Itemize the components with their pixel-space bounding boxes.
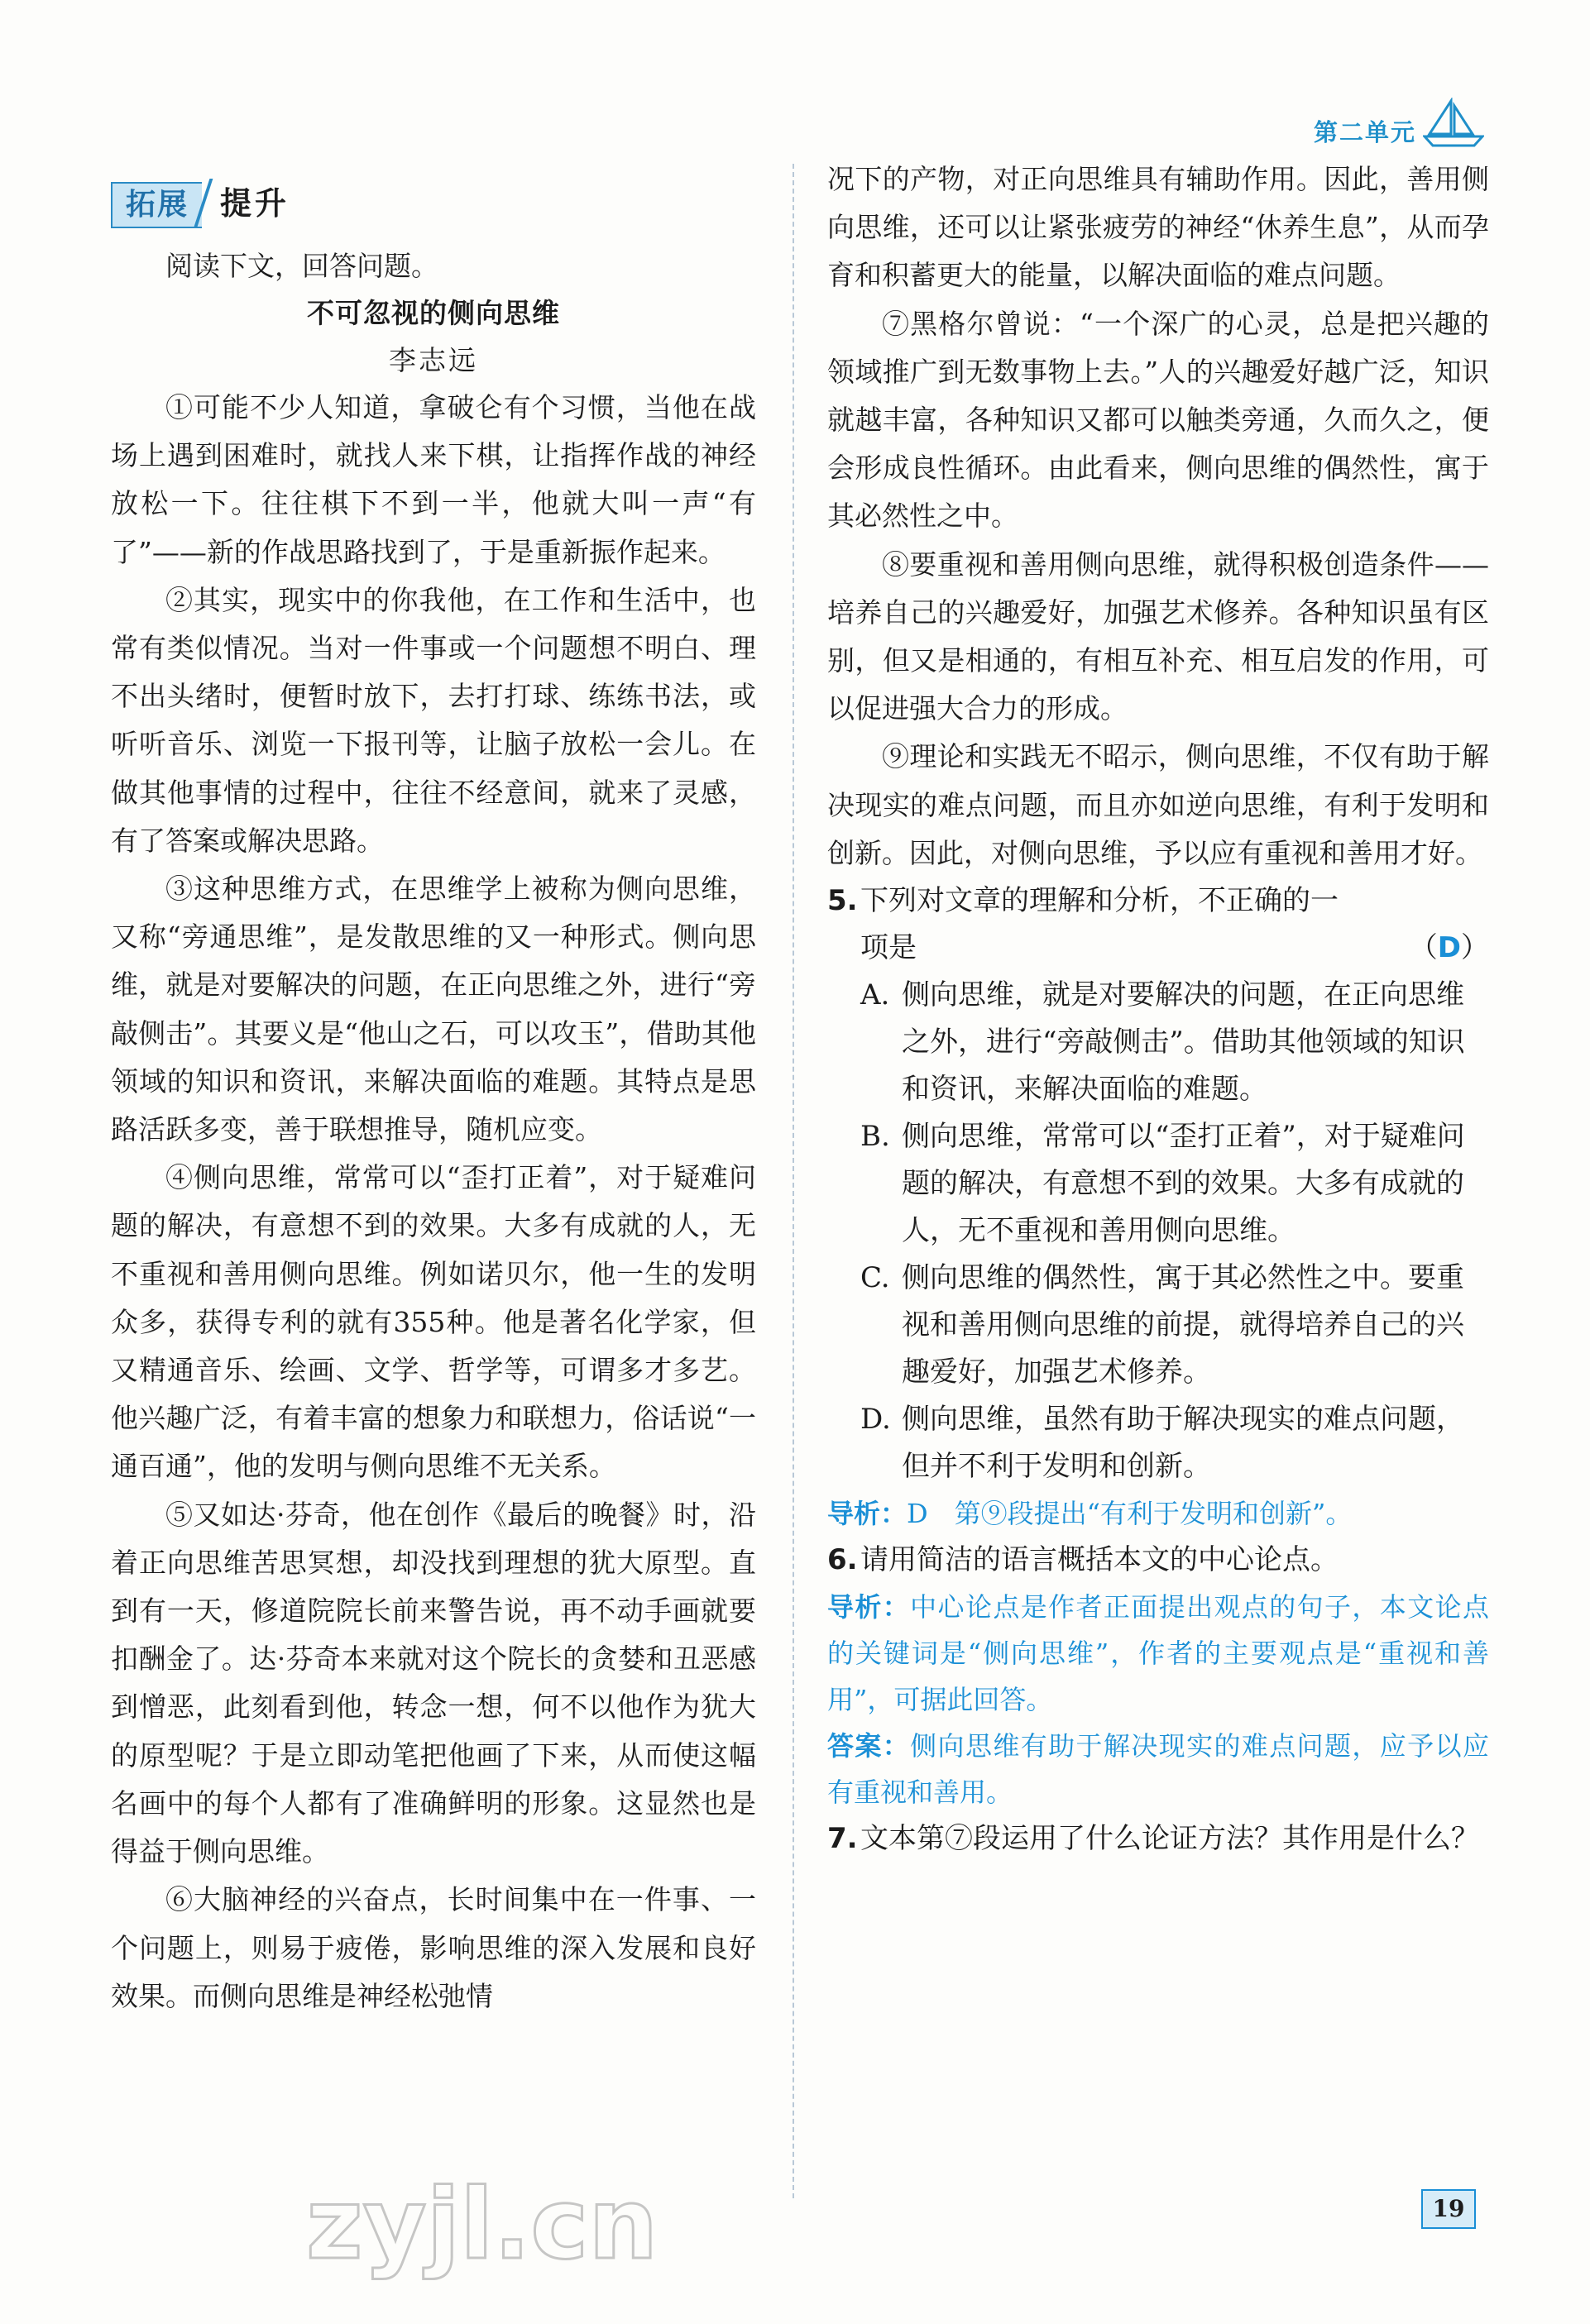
question-7 bbox=[827, 1815, 1489, 1863]
option-d-label: D. bbox=[860, 1403, 891, 1437]
question-6-answer bbox=[827, 1723, 1489, 1815]
column-divider bbox=[793, 164, 794, 2198]
article-paragraph-3: ③这种思维方式，在思维学上被称为侧向思维，又称“旁通思维”，是发散思维的又一种形式。侧向思维，就是对要解决的问题，在正向思维之外，进行“旁敲侧击”。其要义是“他山之石，可以攻玉”，借助其他领域的知识和资讯，来解决面临的难题。其特点是思路活跃多变，善于联想推导，随机应变。 bbox=[111, 873, 756, 1146]
article-paragraph-5: ⑤又如达·芬奇，他在创作《最后的晚餐》时，沿着正向思维苦思冥想，却没找到理想的犹大原型。直到有一天，修道院院长前来警告说，再不动手画就要扣酬金了。达·芬奇本来就对这个院长的贪婪和丑恶感到憎恶，此刻看到他，转念一想，何不以他作为犹大的原型呢？于是立即动笔把他画了下来，从而使这幅名画中的每个人都有了准确鲜明的形象。这显然也是得益于侧向思维。 bbox=[111, 1498, 756, 1868]
analysis-text: D 第⑨段提出“有利于发明和创新”。 bbox=[907, 1498, 1353, 1530]
article-paragraph-7: ⑦黑格尔曾说：“一个深广的心灵，总是把兴趣的领域推广到无数事物上去。”人的兴趣爱好越广泛，知识就越丰富，各种知识又都可以触类旁通，久而久之，便会形成良性循环。由此看来，侧向思维的偶然性，寓于其必然性之中。 bbox=[827, 307, 1489, 533]
question-7-number: 7. bbox=[827, 1822, 858, 1856]
answer-label: 答案： bbox=[827, 1730, 911, 1762]
question-5 bbox=[827, 877, 1489, 1537]
article-paragraph-4: ④侧向思维，常常可以“歪打正着”，对于疑难问题的解决，有意想不到的效果。大多有成就的人，无不重视和善用侧向思维。例如诺贝尔，他一生的发明众多，获得专利的就有355种。他是著名化学家，但又精通音乐、绘画、文学、哲学等，可谓多才多艺。他兴趣广泛，有着丰富的想象力和联想力，俗话说“一通百通”，他的发明与侧向思维不无关系。 bbox=[111, 1161, 756, 1483]
section-title: 提升 bbox=[220, 185, 290, 222]
question-5-stem: 下列对文章的理解和分析，不正确的一 bbox=[860, 884, 1339, 918]
option-a-text: 侧向思维，就是对要解决的问题，在正向思维之外，进行“旁敲侧击”。借助其他领域的知识和资讯，来解决面临的难题。 bbox=[902, 978, 1465, 1107]
article-paragraph-6-continued: 况下的产物，对正向思维具有辅助作用。因此，善用侧向思维，还可以让紧张疲劳的神经“休养生息”，从而孕育和积蓄更大的能量，以解决面临的难点问题。 bbox=[827, 163, 1489, 292]
article-paragraph-6: ⑥大脑神经的兴奋点，长时间集中在一件事、一个问题上，则易于疲倦，影响思维的深入发展和良好效果。而侧向思维是神经松弛情 bbox=[111, 1883, 756, 2012]
paren-close: ） bbox=[1461, 931, 1489, 965]
answer-text: 侧向思维有助于解决现实的难点问题，应予以应有重视和善用。 bbox=[827, 1730, 1489, 1809]
option-d-text: 侧向思维，虽然有助于解决现实的难点问题，但并不利于发明和创新。 bbox=[902, 1403, 1464, 1484]
left-column bbox=[111, 165, 756, 2020]
option-b-text: 侧向思维，常常可以“歪打正着”，对于疑难问题的解决，有意想不到的效果。大多有成就的人，无不重视和善用侧向思维。 bbox=[902, 1120, 1465, 1248]
watermark-text: zyjl.cn bbox=[306, 2167, 659, 2281]
option-b bbox=[827, 1113, 1489, 1255]
question-6-analysis bbox=[827, 1584, 1489, 1723]
analysis-label: 导析： bbox=[827, 1591, 911, 1623]
article-author: 李志远 bbox=[389, 344, 478, 376]
question-5-stem-end: 项是 bbox=[860, 931, 917, 965]
question-7-stem: 文本第⑦段运用了什么论证方法？其作用是什么？ bbox=[860, 1822, 1479, 1856]
option-a-label: A. bbox=[860, 978, 890, 1012]
watermark-logo bbox=[298, 2167, 662, 2283]
article-paragraph-9: ⑨理论和实践无不昭示，侧向思维，不仅有助于解决现实的难点问题，而且亦如逆向思维，有利于发明和创新。因此，对侧向思维，予以应有重视和善用才好。 bbox=[827, 740, 1489, 869]
article-title: 不可忽视的侧向思维 bbox=[307, 297, 560, 329]
article-paragraph-2: ②其实，现实中的你我他，在工作和生活中，也常有类似情况。当对一件事或一个问题想不明白、理不出头绪时，便暂时放下，去打打球、练练书法，或听听音乐、浏览一下报刊等，让脑子放松一会儿。在做其他事情的过程中，往往不经意间，就来了灵感，有了答案或解决思路。 bbox=[111, 583, 756, 857]
question-5-analysis bbox=[827, 1490, 1489, 1537]
analysis-text: 中心论点是作者正面提出观点的句子，本文论点的关键词是“侧向思维”，作者的主要观点是“重视和善用”，可据此回答。 bbox=[827, 1591, 1489, 1716]
article-paragraph-8: ⑧要重视和善用侧向思维，就得积极创造条件——培养自己的兴趣爱好，加强艺术修养。各种知识虽有区别，但又是相通的，有相互补充、相互启发的作用，可以促进强大合力的形成。 bbox=[827, 548, 1489, 725]
question-6 bbox=[827, 1537, 1489, 1815]
option-d bbox=[827, 1396, 1489, 1490]
question-5-number: 5. bbox=[827, 884, 858, 918]
article-paragraph-1: ①可能不少人知道，拿破仑有个习惯，当他在战场上遇到困难时，就找人来下棋，让指挥作战的神经放松一下。往往棋下不到一半，他就大叫一声“有了”——新的作战思路找到了，于是重新振作起来。 bbox=[111, 391, 756, 568]
unit-header: 第二单元 bbox=[1313, 118, 1416, 146]
analysis-label: 导析： bbox=[827, 1498, 908, 1530]
answer-bracket bbox=[1410, 925, 1489, 972]
paren-open: （ bbox=[1409, 931, 1438, 965]
section-tag: 拓展 bbox=[111, 182, 202, 228]
option-c-label: C. bbox=[860, 1261, 890, 1295]
page-number: 19 bbox=[1421, 2189, 1476, 2229]
sailboat-icon bbox=[1423, 98, 1484, 149]
reading-instruction: 阅读下文，回答问题。 bbox=[165, 250, 438, 282]
question-6-stem: 请用简洁的语言概括本文的中心论点。 bbox=[860, 1543, 1339, 1577]
right-column bbox=[827, 155, 1489, 1863]
option-a bbox=[827, 972, 1489, 1113]
option-b-label: B. bbox=[860, 1120, 890, 1154]
option-c bbox=[827, 1255, 1489, 1396]
option-c-text: 侧向思维的偶然性，寓于其必然性之中。要重视和善用侧向思维的前提，就得培养自己的兴趣爱好，加强艺术修养。 bbox=[902, 1261, 1464, 1389]
section-heading bbox=[111, 165, 756, 228]
question-5-answer: D bbox=[1437, 931, 1461, 965]
question-6-number: 6. bbox=[827, 1543, 858, 1577]
